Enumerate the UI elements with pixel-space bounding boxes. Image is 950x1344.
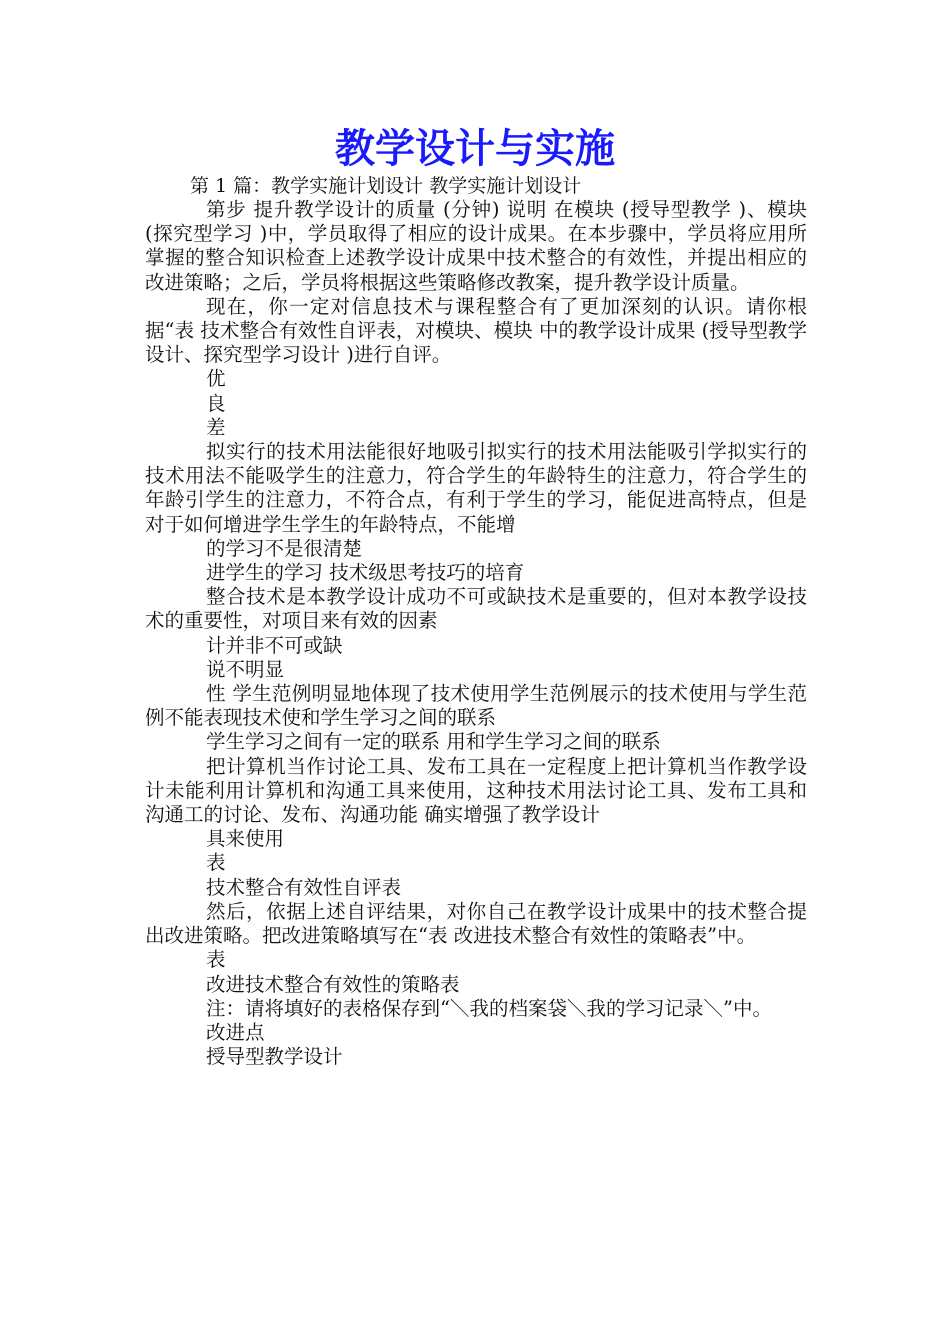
paragraph-criterion-importance: 整合技术是本教学设计成功不可或缺技术是重要的，但对本教学设技术的重要性，对项目来有效的因素 [145, 585, 807, 633]
paragraph-fragment: 说不明显 [206, 657, 285, 681]
rating-label-good: 良 [206, 391, 226, 415]
table-caption-title: 改进技术整合有效性的策略表 [206, 972, 460, 996]
document-subtitle: 第 1 篇：教学实施计划设计 教学实施计划设计 [190, 175, 582, 197]
paragraph-intro: 第步 提升教学设计的质量 (分钟) 说明 在模块 (授导型教学 )、模块 (探究型学习 )中，学员取得了相应的设计成果。在本步骤中，学员将应用所掌握的整合知识检查上述教学设计成果中技术整合的有效性，并提出相应的改进策略；之后，学员将根据这些策略修改教案，提升教学设计质量。 [145, 198, 807, 294]
paragraph-criterion-attention: 拟实行的技术用法能很好地吸引拟实行的技术用法能吸引学拟实行的技术用法不能吸学生的注意力，符合学生的年龄特生的注意力，符合学生的年龄引学生的注意力，不符合点，有利于学生的学习，能促进高特点，但是对于如何增进学生学生的年龄特点，不能增 [145, 440, 807, 536]
paragraph-instruction: 现在，你一定对信息技术与课程整合有了更加深刻的认识。请你根据“表 技术整合有效性自评表，对模块、模块 中的教学设计成果 (授导型教学设计、探究型学习设计 )进行自评。 [145, 294, 807, 367]
paragraph-note: 注：请将填好的表格保存到“＼我的档案袋＼我的学习记录＼”中。 [206, 996, 772, 1020]
table-caption-title: 技术整合有效性自评表 [206, 875, 402, 899]
paragraph-fragment: 的学习不是很清楚 [206, 536, 363, 560]
paragraph-criterion-examples: 性 学生范例明显地体现了技术使用学生范例展示的技术使用与学生范例不能表现技术使和学生学习之间的联系 [145, 682, 807, 730]
document-body [145, 198, 807, 1069]
table-caption-label: 表 [206, 851, 226, 875]
table-header-design: 授导型教学设计 [206, 1045, 343, 1069]
table-caption-label: 表 [206, 948, 226, 972]
paragraph-fragment: 进学生的学习 技术级思考技巧的培育 [206, 561, 525, 585]
paragraph-fragment: 学生学习之间有一定的联系 用和学生学习之间的联系 [206, 730, 661, 754]
paragraph-next-step: 然后，依据上述自评结果，对你自己在教学设计成果中的技术整合提出改进策略。把改进策略填写在“表 改进技术整合有效性的策略表”中。 [145, 899, 807, 948]
table-header-improvement: 改进点 [206, 1020, 265, 1044]
paragraph-fragment: 计并非不可或缺 [206, 633, 343, 657]
paragraph-criterion-computer-use: 把计算机当作讨论工具、发布工具在一定程度上把计算机当作教学设计未能利用计算机和沟通工具来使用，这种技术用法讨论工具、发布工具和沟通工的讨论、发布、沟通功能 确实增强了教学设计 [145, 754, 807, 827]
rating-label-excellent: 优 [206, 367, 226, 391]
paragraph-fragment: 具来使用 [206, 827, 285, 851]
rating-label-poor: 差 [206, 415, 226, 439]
document-title: 教学设计与实施 [335, 126, 615, 172]
